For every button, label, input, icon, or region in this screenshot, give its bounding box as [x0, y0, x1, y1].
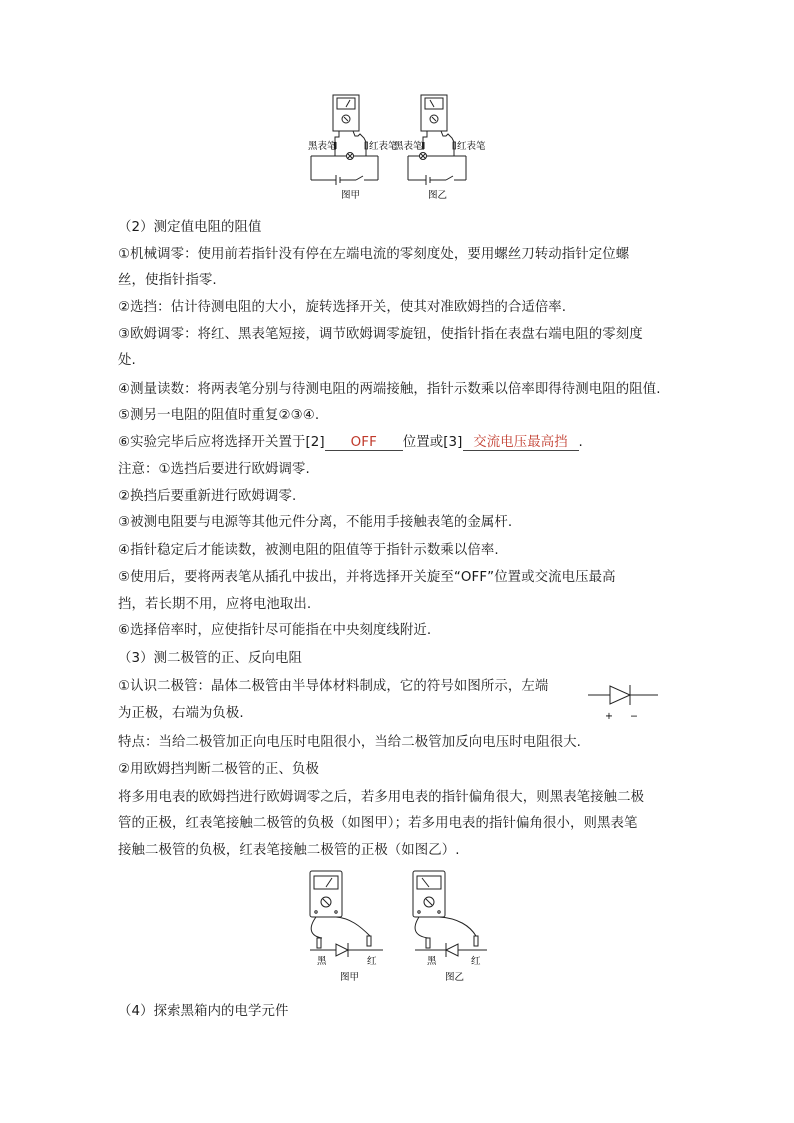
step-4: ④测量读数：将两表笔分别与待测电阻的两端接触，指针示数乘以倍率即得待测电阻的阻值. [118, 382, 661, 397]
note-3: ③被测电阻要与电源等其他元件分离，不能用手接触表笔的金属杆. [118, 515, 513, 530]
section-4-heading: （4）探索黑箱内的电学元件 [118, 1004, 289, 1019]
note-2: ②换挡后要重新进行欧姆调零. [118, 489, 297, 504]
diode-method-line-2: 管的正极，红表笔接触二极管的负极（如图甲）；若多用电表的指针偏角很小，则黑表笔 [118, 816, 638, 831]
diode-method-line-3: 接触二极管的负极，红表笔接触二极管的正极（如图乙）. [118, 843, 460, 858]
step-1-line-2: 丝，使指针指零. [118, 273, 217, 288]
top-right-black-probe-label: 黑表笔 [394, 141, 423, 152]
bottom-figure-drawing [300, 866, 500, 986]
top-right-caption: 图乙 [428, 190, 448, 201]
note-4: ④指针稳定后才能读数，被测电阻的阻值等于指针示数乘以倍率. [118, 543, 499, 558]
bottom-right-caption: 图乙 [445, 972, 465, 983]
step-3-line-1: ③欧姆调零：将红、黑表笔短接，调节欧姆调零旋钮，使指针指在表盘右端电阻的零刻度 [118, 327, 643, 342]
step-6-prefix: ⑥实验完毕后应将选择开关置于[2] [118, 435, 325, 450]
answer-blank-2: OFF [325, 435, 403, 451]
top-left-red-probe-label: 红表笔 [369, 141, 398, 152]
bottom-figure [300, 866, 500, 986]
section-3-heading: （3）测二极管的正、反向电阻 [118, 651, 302, 666]
diode-method-line-1: 将多用电表的欧姆挡进行欧姆调零之后，若多用电表的指针偏角很大，则黑表笔接触二极 [118, 790, 645, 805]
diode-symbol-icon [588, 679, 660, 723]
diode-method-title: ②用欧姆挡判断二极管的正、负极 [118, 762, 319, 777]
section-2-heading: （2）测定值电阻的阻值 [118, 220, 262, 235]
multimeter-icon [310, 871, 342, 917]
top-left-caption: 图甲 [341, 190, 361, 201]
bottom-right-black-label: 黑 [427, 956, 437, 967]
top-left-black-probe-label: 黑表笔 [308, 141, 337, 152]
top-figure [308, 92, 518, 202]
multimeter-icon [413, 871, 445, 917]
answer-blank-3: 交流电压最高挡 [463, 435, 579, 451]
bottom-left-black-label: 黑 [317, 956, 327, 967]
step-6-end: . [578, 435, 583, 450]
diode-intro-line-1: ①认识二极管：晶体二极管由半导体材料制成，它的符号如图所示，左端 [118, 679, 549, 694]
diode-symbol-figure [588, 679, 660, 723]
note-6: ⑥选择倍率时，应使指针尽可能指在中央刻度线附近. [118, 623, 432, 638]
step-3-line-2: 处. [118, 353, 136, 368]
step-5: ⑤测另一电阻的阻值时重复②③④. [118, 408, 320, 423]
bottom-left-red-label: 红 [367, 956, 377, 967]
step-6 [118, 434, 682, 452]
top-right-red-probe-label: 红表笔 [457, 141, 486, 152]
top-figure-drawing [308, 92, 518, 202]
diode-feature: 特点：当给二极管加正向电压时电阻很小，当给二极管加反向电压时电阻很大. [118, 735, 582, 750]
bottom-left-caption: 图甲 [340, 972, 360, 983]
diode-plus-label: + [605, 711, 613, 722]
step-2: ②选挡：估计待测电阻的大小，旋转选择开关，使其对准欧姆挡的合适倍率. [118, 300, 567, 315]
step-6-middle: 位置或[3] [402, 435, 463, 450]
step-1-line-1: ①机械调零：使用前若指针没有停在左端电流的零刻度处，要用螺丝刀转动指针定位螺 [118, 247, 630, 262]
diode-minus-label: − [630, 711, 638, 722]
note-1: 注意：①选挡后要进行欧姆调零. [118, 462, 310, 477]
note-5-line-2: 挡，若长期不用，应将电池取出. [118, 597, 312, 612]
note-5-line-1: ⑤使用后，要将两表笔从插孔中拔出，并将选择开关旋至“OFF”位置或交流电压最高 [118, 570, 616, 585]
bottom-right-red-label: 红 [471, 956, 481, 967]
diode-intro-line-2: 为正极，右端为负极. [118, 706, 244, 721]
